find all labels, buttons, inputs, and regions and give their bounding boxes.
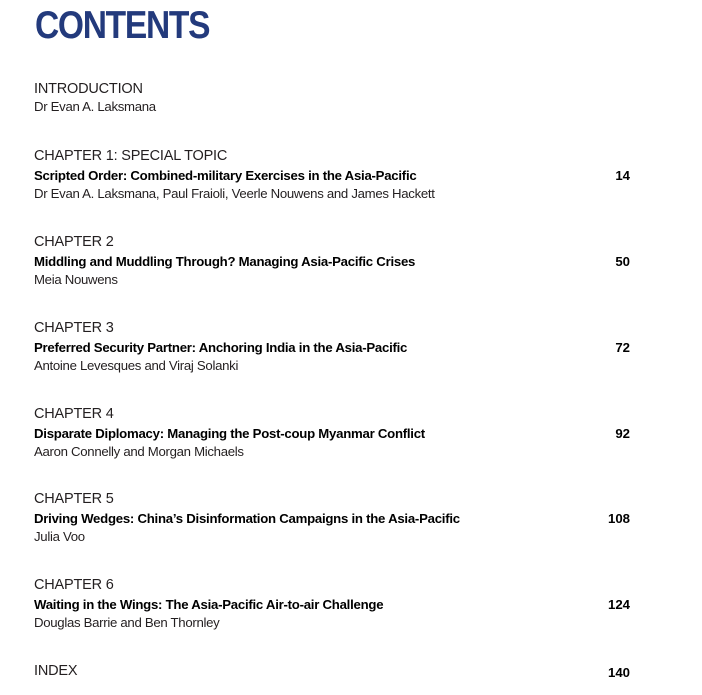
chapter-4-entry[interactable] bbox=[34, 405, 630, 461]
chapter-3-title: Preferred Security Partner: Anchoring India in the Asia-Pacific bbox=[34, 340, 408, 355]
chapter-3-entry[interactable] bbox=[34, 319, 630, 375]
chapter-4-page-number: 92 bbox=[615, 426, 630, 441]
chapter-6-page-number: 124 bbox=[607, 597, 630, 612]
chapter-1-entry[interactable] bbox=[34, 147, 630, 203]
chapter-2-entry[interactable] bbox=[34, 233, 630, 289]
chapter-5-title: Driving Wedges: China’s Disinformation Campaigns in the Asia-Pacific bbox=[34, 511, 460, 526]
page-title: CONTENTS bbox=[35, 4, 210, 47]
chapter-1-heading: CHAPTER 1: SPECIAL TOPIC bbox=[34, 148, 228, 164]
chapter-6-entry[interactable] bbox=[34, 576, 630, 632]
index-heading: INDEX bbox=[34, 663, 78, 679]
chapter-2-authors: Meia Nouwens bbox=[34, 272, 118, 287]
index-entry[interactable] bbox=[34, 662, 630, 680]
chapter-6-heading: CHAPTER 6 bbox=[34, 577, 114, 593]
chapter-1-page-number: 14 bbox=[615, 168, 630, 183]
chapter-2-page-number: 50 bbox=[615, 254, 630, 269]
chapter-5-entry[interactable] bbox=[34, 490, 630, 546]
chapter-1-authors: Dr Evan A. Laksmana, Paul Fraioli, Veerle Nouwens and James Hackett bbox=[34, 186, 435, 201]
introduction-authors: Dr Evan A. Laksmana bbox=[34, 99, 156, 114]
chapter-4-title: Disparate Diplomacy: Managing the Post-coup Myanmar Conflict bbox=[34, 426, 425, 441]
chapter-3-page-number: 72 bbox=[615, 340, 630, 355]
chapter-5-page-number: 108 bbox=[607, 511, 630, 526]
introduction-entry[interactable] bbox=[34, 80, 630, 116]
chapter-2-title: Middling and Muddling Through? Managing Asia-Pacific Crises bbox=[34, 254, 416, 269]
chapter-1-title: Scripted Order: Combined-military Exercises in the Asia-Pacific bbox=[34, 168, 417, 183]
chapter-3-authors: Antoine Levesques and Viraj Solanki bbox=[34, 358, 239, 373]
introduction-heading: INTRODUCTION bbox=[34, 81, 143, 97]
chapter-3-heading: CHAPTER 3 bbox=[34, 320, 114, 336]
chapter-2-heading: CHAPTER 2 bbox=[34, 234, 114, 250]
chapter-5-authors: Julia Voo bbox=[34, 529, 85, 544]
chapter-5-heading: CHAPTER 5 bbox=[34, 491, 114, 507]
index-page-number: 140 bbox=[607, 665, 630, 680]
chapter-4-heading: CHAPTER 4 bbox=[34, 406, 114, 422]
chapter-6-title: Waiting in the Wings: The Asia-Pacific Air-to-air Challenge bbox=[34, 597, 384, 612]
chapter-6-authors: Douglas Barrie and Ben Thornley bbox=[34, 615, 220, 630]
chapter-4-authors: Aaron Connelly and Morgan Michaels bbox=[34, 444, 244, 459]
